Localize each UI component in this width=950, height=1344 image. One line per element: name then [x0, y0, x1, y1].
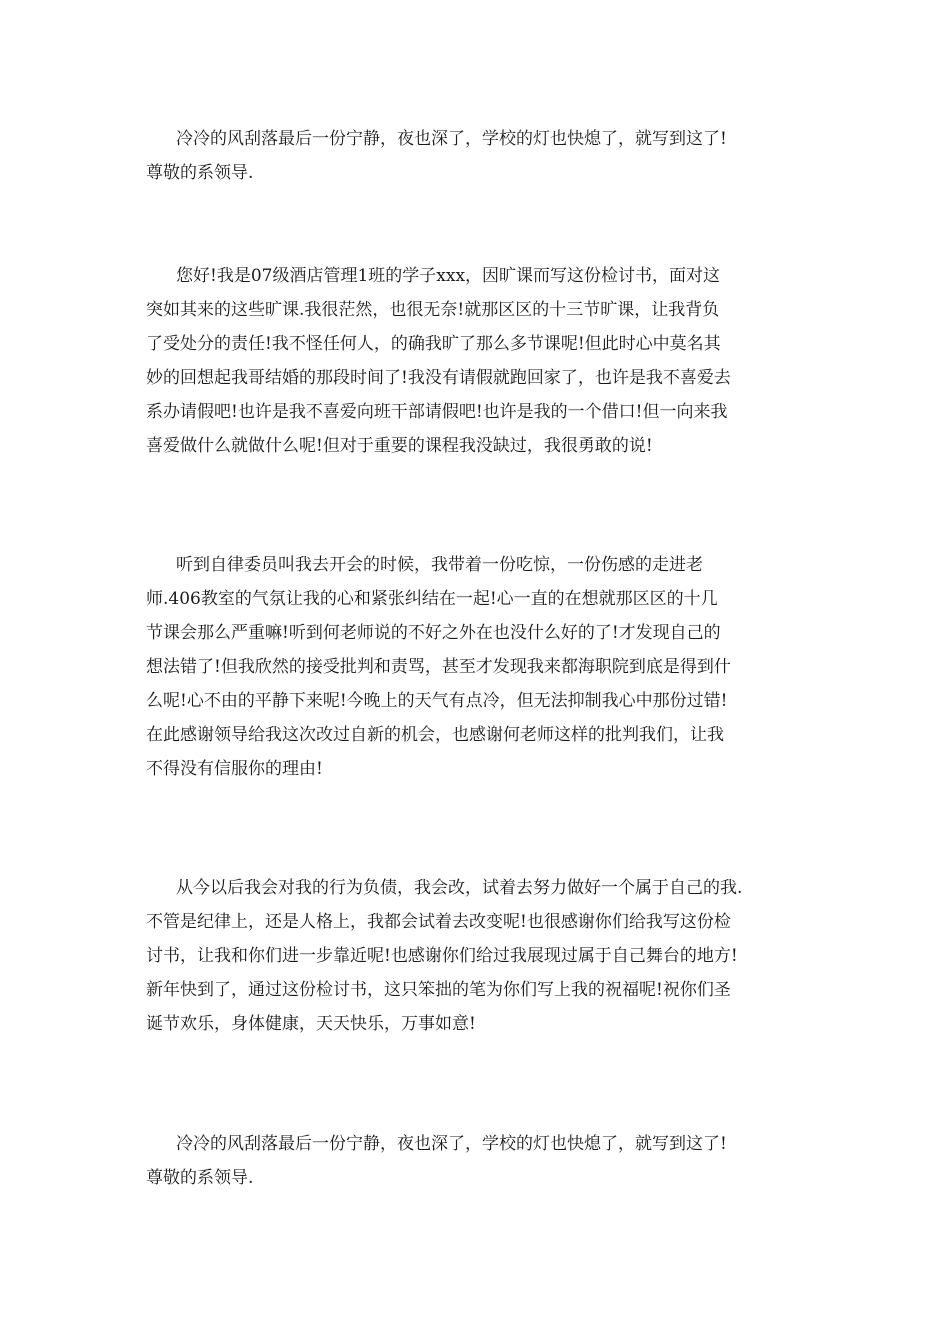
- text-line: 尊敬的系领导.: [146, 163, 254, 183]
- text-line: 节课会那么严重嘛!听到何老师说的不好之外在也没什么好的了!才发现自己的: [146, 623, 721, 643]
- paragraph-promise: [146, 871, 810, 1041]
- paragraph-closing: [146, 1127, 810, 1195]
- paragraph-opening: [146, 122, 810, 190]
- text-line: 从今以后我会对我的行为负债，我会改，试着去努力做好一个属于自己的我.: [176, 878, 743, 898]
- text-line: 讨书，让我和你们进一步靠近呢!也感谢你们给过我展现过属于自己舞台的地方!: [146, 946, 738, 966]
- text-line: 在此感谢领导给我这次改过自新的机会，也感谢何老师这样的批判我们，让我: [146, 725, 724, 745]
- text-line: 系办请假吧!也许是我不喜爱向班干部请假吧!也许是我的一个借口!但一向来我: [146, 402, 728, 422]
- paragraph-greeting: [146, 259, 810, 463]
- text-line: 喜爱做什么就做什么呢!但对于重要的课程我没缺过，我很勇敢的说!: [146, 436, 653, 456]
- paragraph-meeting: [146, 548, 810, 786]
- text-line: 尊敬的系领导.: [146, 1168, 254, 1188]
- text-line: 冷冷的风刮落最后一份宁静，夜也深了，学校的灯也快熄了，就写到这了!: [176, 129, 727, 149]
- text-line: 突如其来的这些旷课.我很茫然，也很无奈!就那区区的十三节旷课，让我背负: [146, 300, 720, 320]
- text-line: 诞节欢乐，身体健康，天天快乐，万事如意!: [146, 1014, 476, 1034]
- text-line: 妙的回想起我哥结婚的那段时间了!我没有请假就跑回家了，也许是我不喜爱去: [146, 368, 731, 388]
- text-line: 了受处分的责任!我不怪任何人，的确我旷了那么多节课呢!但此时心中莫名其: [146, 334, 721, 354]
- text-line: 不得没有信服你的理由!: [146, 759, 323, 779]
- text-line: 么呢!心不由的平静下来呢!今晚上的天气有点冷，但无法抑制我心中那份过错!: [146, 691, 728, 711]
- text-line: 冷冷的风刮落最后一份宁静，夜也深了，学校的灯也快熄了，就写到这了!: [176, 1134, 727, 1154]
- text-line: 师.406教室的气氛让我的心和紧张纠结在一起!心一直的在想就那区区的十几: [146, 589, 718, 609]
- text-line: 不管是纪律上，还是人格上，我都会试着去改变呢!也很感谢你们给我写这份检: [146, 912, 731, 932]
- text-line: 听到自律委员叫我去开会的时候，我带着一份吃惊，一份伤感的走进老: [176, 555, 703, 575]
- text-line: 新年快到了，通过这份检讨书，这只笨拙的笔为你们写上我的祝福呢!祝你们圣: [146, 980, 731, 1000]
- text-line: 想法错了!但我欣然的接受批判和责骂，甚至才发现我来都海职院到底是得到什: [146, 657, 731, 677]
- text-line: 您好!我是07级酒店管理1班的学子xxx，因旷课而写这份检讨书，面对这: [176, 266, 721, 286]
